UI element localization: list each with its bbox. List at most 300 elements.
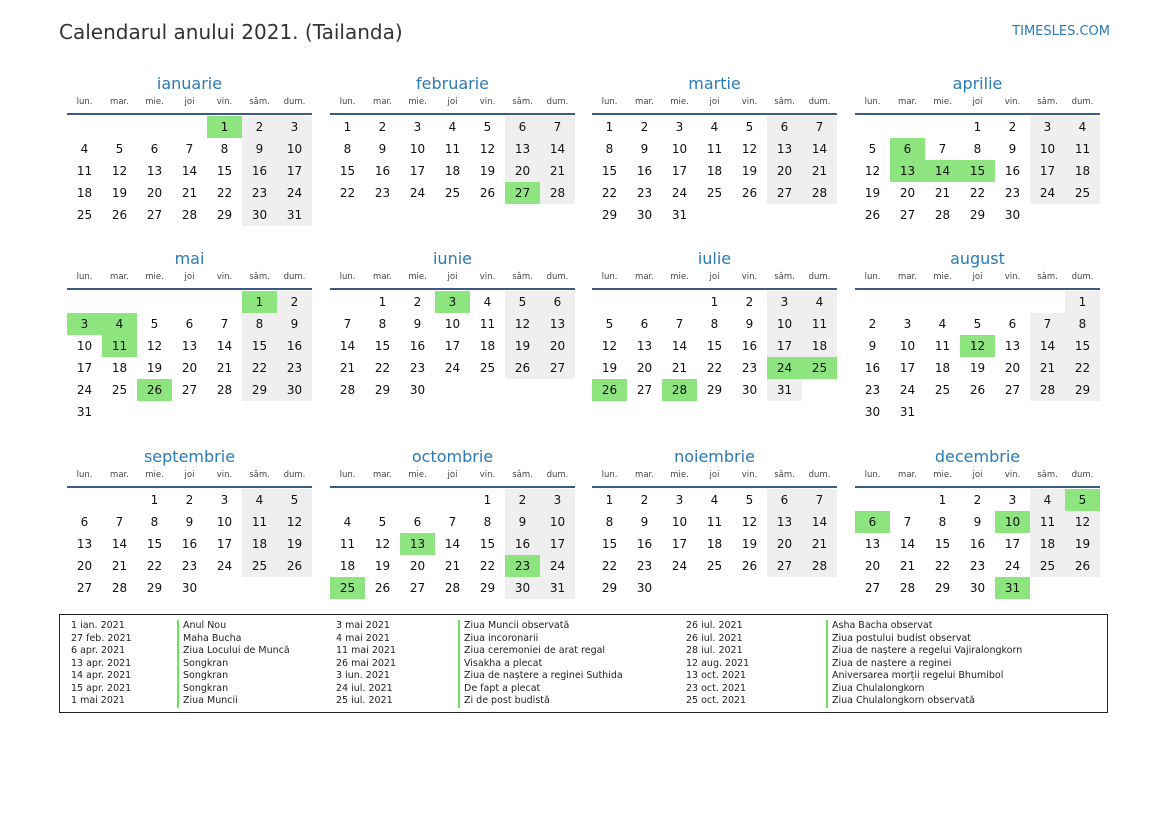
day-cell: 20 bbox=[767, 160, 802, 182]
weekday-label: mar. bbox=[635, 470, 654, 480]
day-cell: 2 bbox=[745, 295, 754, 309]
month-aprilie bbox=[855, 73, 1100, 226]
holiday-date-column bbox=[71, 620, 132, 708]
day-cell: 24 bbox=[671, 559, 688, 573]
month-divider bbox=[67, 113, 312, 115]
weekday-label: dum. bbox=[546, 272, 569, 282]
day-cell: 9 bbox=[242, 138, 277, 160]
weekday-label: vin. bbox=[1004, 97, 1021, 107]
day-cell: 27 bbox=[409, 581, 426, 595]
day-cell: 13 bbox=[76, 537, 93, 551]
day-cell: 20 bbox=[1004, 361, 1021, 375]
week-row bbox=[330, 357, 575, 379]
day-cell: 18 bbox=[242, 533, 277, 555]
day-cell: 1 bbox=[973, 120, 982, 134]
weekday-label: mie. bbox=[670, 97, 689, 107]
day-cell: 19 bbox=[479, 164, 496, 178]
day-cell: 12 bbox=[146, 339, 163, 353]
day-cell: 5 bbox=[745, 120, 754, 134]
week-row bbox=[330, 577, 575, 599]
holiday-day-cell: 28 bbox=[662, 379, 697, 401]
empty-cell bbox=[365, 489, 400, 511]
day-cell: 4 bbox=[802, 291, 837, 313]
day-cell: 16 bbox=[374, 164, 391, 178]
day-cell: 20 bbox=[76, 559, 93, 573]
day-cell: 4 bbox=[1030, 489, 1065, 511]
day-cell: 3 bbox=[540, 489, 575, 511]
day-cell: 13 bbox=[767, 138, 802, 160]
day-cell: 30 bbox=[636, 581, 653, 595]
day-cell: 25 bbox=[706, 559, 723, 573]
week-row bbox=[592, 335, 837, 357]
weekday-label: sâm. bbox=[774, 272, 795, 282]
day-cell: 22 bbox=[216, 186, 233, 200]
month-name: iunie bbox=[432, 249, 472, 268]
day-cell: 1 bbox=[378, 295, 387, 309]
day-cell: 6 bbox=[80, 515, 89, 529]
weekday-label: mar. bbox=[635, 97, 654, 107]
month-divider bbox=[330, 486, 575, 488]
empty-cell bbox=[925, 116, 960, 138]
weekday-label: vin. bbox=[479, 272, 496, 282]
day-cell: 5 bbox=[505, 291, 540, 313]
day-cell: 29 bbox=[601, 208, 618, 222]
day-cell: 14 bbox=[339, 339, 356, 353]
holiday-name: Asha Bacha observat bbox=[826, 620, 1022, 633]
weekday-label: mar. bbox=[110, 97, 129, 107]
weekday-header bbox=[67, 271, 312, 287]
month-name: iulie bbox=[697, 249, 732, 268]
empty-cell bbox=[137, 291, 172, 313]
holiday-day-cell: 4 bbox=[102, 313, 137, 335]
holiday-date: 13 apr. 2021 bbox=[71, 657, 132, 669]
day-cell: 11 bbox=[934, 339, 951, 353]
weekday-label: joi bbox=[447, 97, 458, 107]
day-cell: 22 bbox=[601, 186, 618, 200]
weekday-label: lun. bbox=[864, 97, 881, 107]
day-cell: 13 bbox=[636, 339, 653, 353]
holiday-date: 26 iul. 2021 bbox=[686, 632, 743, 644]
day-cell: 28 bbox=[339, 383, 356, 397]
day-cell: 9 bbox=[640, 515, 649, 529]
day-cell: 5 bbox=[973, 317, 982, 331]
weekday-label: mar. bbox=[373, 97, 392, 107]
day-cell: 10 bbox=[899, 339, 916, 353]
day-cell: 18 bbox=[934, 361, 951, 375]
day-cell: 16 bbox=[242, 160, 277, 182]
day-cell: 20 bbox=[409, 559, 426, 573]
week-row bbox=[330, 160, 575, 182]
day-cell: 16 bbox=[181, 537, 198, 551]
day-cell: 7 bbox=[185, 142, 194, 156]
day-cell: 3 bbox=[767, 291, 802, 313]
weekday-label: mie. bbox=[670, 470, 689, 480]
day-cell: 9 bbox=[1008, 142, 1017, 156]
week-row bbox=[592, 357, 837, 379]
weekday-label: dum. bbox=[283, 97, 306, 107]
day-cell: 7 bbox=[802, 489, 837, 511]
week-row bbox=[592, 577, 837, 599]
weekday-label: sâm. bbox=[249, 470, 270, 480]
empty-cell bbox=[470, 379, 505, 401]
day-cell: 16 bbox=[969, 537, 986, 551]
empty-cell bbox=[802, 577, 837, 599]
holiday-date: 25 iul. 2021 bbox=[336, 695, 393, 706]
empty-cell bbox=[435, 489, 470, 511]
empty-cell bbox=[137, 401, 172, 423]
day-cell: 30 bbox=[864, 405, 881, 419]
month-name: ianuarie bbox=[156, 74, 223, 93]
weekday-header bbox=[855, 96, 1100, 112]
day-cell: 7 bbox=[220, 317, 229, 331]
empty-cell bbox=[960, 401, 995, 423]
weekday-label: joi bbox=[709, 97, 720, 107]
holiday-name: Ziua de naștere a reginei bbox=[826, 658, 1022, 671]
day-cell: 20 bbox=[540, 335, 575, 357]
empty-cell bbox=[662, 577, 697, 599]
weekday-label: mar. bbox=[898, 272, 917, 282]
holiday-day-cell: 31 bbox=[995, 577, 1030, 599]
day-cell: 13 bbox=[146, 164, 163, 178]
day-cell: 19 bbox=[111, 186, 128, 200]
day-cell: 8 bbox=[710, 317, 719, 331]
month-divider bbox=[855, 288, 1100, 290]
holiday-date: 3 iun. 2021 bbox=[336, 670, 390, 681]
week-row bbox=[67, 357, 312, 379]
day-cell: 13 bbox=[181, 339, 198, 353]
day-cell: 5 bbox=[150, 317, 159, 331]
day-cell: 28 bbox=[216, 383, 233, 397]
day-cell: 2 bbox=[277, 291, 312, 313]
day-cell: 23 bbox=[374, 186, 391, 200]
day-cell: 7 bbox=[1030, 313, 1065, 335]
week-row bbox=[330, 379, 575, 401]
day-cell: 11 bbox=[76, 164, 93, 178]
day-cell: 12 bbox=[111, 164, 128, 178]
empty-cell bbox=[242, 401, 277, 423]
empty-cell bbox=[890, 489, 925, 511]
week-row bbox=[330, 313, 575, 335]
weekday-label: sâm. bbox=[1037, 470, 1058, 480]
day-cell: 26 bbox=[1065, 555, 1100, 577]
empty-cell bbox=[1065, 577, 1100, 599]
day-cell: 29 bbox=[934, 581, 951, 595]
empty-cell bbox=[925, 291, 960, 313]
week-row bbox=[855, 379, 1100, 401]
day-cell: 28 bbox=[1030, 379, 1065, 401]
holiday-date: 26 iul. 2021 bbox=[686, 620, 743, 631]
week-row bbox=[592, 116, 837, 138]
weekday-label: mie. bbox=[933, 470, 952, 480]
holiday-name: De fapt a plecat bbox=[458, 683, 623, 696]
weekday-label: mie. bbox=[408, 272, 427, 282]
month-noiembrie bbox=[592, 446, 837, 599]
week-row bbox=[855, 138, 1100, 160]
weekday-label: lun. bbox=[864, 470, 881, 480]
month-mai bbox=[67, 248, 312, 423]
week-row bbox=[855, 555, 1100, 577]
day-cell: 29 bbox=[146, 581, 163, 595]
day-cell: 21 bbox=[899, 559, 916, 573]
weekday-label: mie. bbox=[933, 272, 952, 282]
week-row bbox=[67, 401, 312, 423]
day-cell: 21 bbox=[934, 186, 951, 200]
weekday-header bbox=[855, 271, 1100, 287]
day-cell: 14 bbox=[216, 339, 233, 353]
day-cell: 19 bbox=[741, 537, 758, 551]
day-cell: 16 bbox=[1004, 164, 1021, 178]
day-cell: 20 bbox=[505, 160, 540, 182]
holiday-day-cell: 3 bbox=[435, 291, 470, 313]
day-cell: 11 bbox=[242, 511, 277, 533]
day-cell: 14 bbox=[802, 511, 837, 533]
holiday-name: Songkran bbox=[177, 670, 290, 683]
holiday-name: Visakha a plecat bbox=[458, 658, 623, 671]
holiday-name: Ziua de naștere a regelui Vajiralongkorn bbox=[826, 645, 1022, 658]
weekday-header bbox=[330, 96, 575, 112]
week-row bbox=[67, 533, 312, 555]
day-cell: 12 bbox=[479, 142, 496, 156]
day-cell: 19 bbox=[741, 164, 758, 178]
day-cell: 28 bbox=[444, 581, 461, 595]
day-cell: 23 bbox=[277, 357, 312, 379]
day-cell: 2 bbox=[868, 317, 877, 331]
day-cell: 21 bbox=[1030, 357, 1065, 379]
weekday-label: mie. bbox=[145, 272, 164, 282]
day-cell: 7 bbox=[802, 116, 837, 138]
holiday-day-cell: 3 bbox=[67, 313, 102, 335]
day-cell: 29 bbox=[374, 383, 391, 397]
weekday-label: dum. bbox=[1071, 272, 1094, 282]
weekday-label: vin. bbox=[216, 470, 233, 480]
day-cell: 31 bbox=[671, 208, 688, 222]
holiday-date: 12 aug. 2021 bbox=[686, 657, 750, 669]
weekday-label: dum. bbox=[283, 470, 306, 480]
site-link[interactable]: TIMESLES.COM bbox=[1012, 24, 1110, 39]
day-cell: 11 bbox=[802, 313, 837, 335]
day-cell: 10 bbox=[671, 142, 688, 156]
day-cell: 10 bbox=[1030, 138, 1065, 160]
day-cell: 24 bbox=[540, 555, 575, 577]
day-cell: 11 bbox=[706, 142, 723, 156]
day-cell: 27 bbox=[899, 208, 916, 222]
day-cell: 5 bbox=[483, 120, 492, 134]
day-cell: 18 bbox=[479, 339, 496, 353]
weekday-label: vin. bbox=[741, 97, 758, 107]
holiday-name: Zi de post budistă bbox=[458, 695, 623, 708]
day-cell: 2 bbox=[378, 120, 387, 134]
day-cell: 6 bbox=[505, 116, 540, 138]
weekday-header bbox=[592, 469, 837, 485]
day-cell: 4 bbox=[710, 120, 719, 134]
day-cell: 5 bbox=[605, 317, 614, 331]
weekday-label: mie. bbox=[933, 97, 952, 107]
weekday-label: vin. bbox=[1004, 470, 1021, 480]
empty-cell bbox=[767, 204, 802, 226]
day-cell: 22 bbox=[601, 559, 618, 573]
day-cell: 17 bbox=[767, 335, 802, 357]
week-row bbox=[592, 533, 837, 555]
day-cell: 26 bbox=[277, 555, 312, 577]
weekday-label: lun. bbox=[601, 97, 618, 107]
day-cell: 28 bbox=[802, 555, 837, 577]
empty-cell bbox=[242, 577, 277, 599]
weekday-header bbox=[592, 96, 837, 112]
day-cell: 1 bbox=[605, 493, 614, 507]
week-row bbox=[67, 335, 312, 357]
day-cell: 15 bbox=[601, 164, 618, 178]
week-row bbox=[855, 401, 1100, 423]
day-cell: 2 bbox=[242, 116, 277, 138]
day-cell: 20 bbox=[899, 186, 916, 200]
week-row bbox=[855, 291, 1100, 313]
weekday-header bbox=[330, 469, 575, 485]
day-cell: 11 bbox=[1065, 138, 1100, 160]
holiday-name: Ziua Chulalongkorn bbox=[826, 683, 1022, 696]
empty-cell bbox=[400, 489, 435, 511]
day-cell: 25 bbox=[479, 361, 496, 375]
day-cell: 12 bbox=[601, 339, 618, 353]
holiday-date: 1 ian. 2021 bbox=[71, 620, 125, 631]
weekday-label: joi bbox=[972, 97, 983, 107]
day-cell: 1 bbox=[605, 120, 614, 134]
day-cell: 6 bbox=[150, 142, 159, 156]
holiday-date: 1 mai 2021 bbox=[71, 695, 125, 706]
day-cell: 7 bbox=[115, 515, 124, 529]
day-cell: 12 bbox=[864, 164, 881, 178]
day-cell: 21 bbox=[181, 186, 198, 200]
day-cell: 16 bbox=[864, 361, 881, 375]
weekday-label: sâm. bbox=[512, 272, 533, 282]
empty-cell bbox=[277, 401, 312, 423]
day-cell: 23 bbox=[864, 383, 881, 397]
day-cell: 24 bbox=[409, 186, 426, 200]
holiday-day-cell: 10 bbox=[995, 511, 1030, 533]
day-cell: 30 bbox=[969, 581, 986, 595]
empty-cell bbox=[995, 401, 1030, 423]
day-cell: 15 bbox=[934, 537, 951, 551]
weekday-label: mie. bbox=[670, 272, 689, 282]
weekday-label: sâm. bbox=[1037, 272, 1058, 282]
day-cell: 22 bbox=[242, 357, 277, 379]
day-cell: 26 bbox=[741, 559, 758, 573]
day-cell: 4 bbox=[80, 142, 89, 156]
day-cell: 1 bbox=[938, 493, 947, 507]
week-row bbox=[330, 489, 575, 511]
weekday-label: lun. bbox=[601, 470, 618, 480]
day-cell: 2 bbox=[640, 120, 649, 134]
day-cell: 6 bbox=[767, 489, 802, 511]
holiday-name: Anul Nou bbox=[177, 620, 290, 633]
weekday-label: mar. bbox=[373, 272, 392, 282]
week-row bbox=[592, 555, 837, 577]
day-cell: 15 bbox=[1065, 335, 1100, 357]
week-row bbox=[330, 533, 575, 555]
weekday-label: dum. bbox=[1071, 470, 1094, 480]
holiday-day-cell: 12 bbox=[960, 335, 995, 357]
week-row bbox=[67, 204, 312, 226]
empty-cell bbox=[925, 401, 960, 423]
empty-cell bbox=[697, 204, 732, 226]
weekday-label: vin. bbox=[216, 97, 233, 107]
weekday-label: mar. bbox=[373, 470, 392, 480]
day-cell: 6 bbox=[413, 515, 422, 529]
holiday-day-cell: 6 bbox=[855, 511, 890, 533]
holiday-date: 23 oct. 2021 bbox=[686, 682, 747, 694]
day-cell: 26 bbox=[505, 357, 540, 379]
holiday-name: Ziua Muncii observată bbox=[458, 620, 623, 633]
day-cell: 2 bbox=[505, 489, 540, 511]
weekday-label: joi bbox=[184, 272, 195, 282]
page-title: Calendarul anului 2021. (Tailanda) bbox=[59, 20, 403, 44]
holiday-name-column bbox=[177, 620, 290, 708]
day-cell: 17 bbox=[1004, 537, 1021, 551]
holiday-name: Songkran bbox=[177, 658, 290, 671]
day-cell: 8 bbox=[1065, 313, 1100, 335]
weekday-label: dum. bbox=[808, 97, 831, 107]
day-cell: 28 bbox=[934, 208, 951, 222]
month-divider bbox=[592, 113, 837, 115]
day-cell: 6 bbox=[640, 317, 649, 331]
empty-cell bbox=[330, 291, 365, 313]
day-cell: 17 bbox=[540, 533, 575, 555]
holiday-date: 15 apr. 2021 bbox=[71, 682, 132, 694]
month-name: octombrie bbox=[411, 447, 494, 466]
day-cell: 9 bbox=[640, 142, 649, 156]
holiday-date: 25 oct. 2021 bbox=[686, 695, 747, 706]
holiday-date: 4 mai 2021 bbox=[336, 632, 390, 644]
week-row bbox=[592, 511, 837, 533]
month-name: septembrie bbox=[143, 447, 236, 466]
day-cell: 4 bbox=[1065, 116, 1100, 138]
holiday-day-cell: 24 bbox=[767, 357, 802, 379]
day-cell: 1 bbox=[483, 493, 492, 507]
day-cell: 14 bbox=[899, 537, 916, 551]
day-cell: 6 bbox=[185, 317, 194, 331]
day-cell: 28 bbox=[181, 208, 198, 222]
day-cell: 4 bbox=[448, 120, 457, 134]
empty-cell bbox=[1030, 401, 1065, 423]
day-cell: 19 bbox=[864, 186, 881, 200]
week-row bbox=[855, 511, 1100, 533]
day-cell: 18 bbox=[76, 186, 93, 200]
day-cell: 24 bbox=[1030, 182, 1065, 204]
holiday-day-cell: 1 bbox=[207, 116, 242, 138]
day-cell: 22 bbox=[706, 361, 723, 375]
day-cell: 14 bbox=[181, 164, 198, 178]
day-cell: 15 bbox=[601, 537, 618, 551]
weekday-label: sâm. bbox=[774, 97, 795, 107]
day-cell: 5 bbox=[378, 515, 387, 529]
day-cell: 27 bbox=[636, 383, 653, 397]
day-cell: 23 bbox=[242, 182, 277, 204]
empty-cell bbox=[890, 291, 925, 313]
day-cell: 9 bbox=[277, 313, 312, 335]
day-cell: 17 bbox=[409, 164, 426, 178]
day-cell: 3 bbox=[903, 317, 912, 331]
day-cell: 29 bbox=[479, 581, 496, 595]
day-cell: 14 bbox=[111, 537, 128, 551]
day-cell: 12 bbox=[277, 511, 312, 533]
month-name: august bbox=[950, 249, 1005, 268]
day-cell: 18 bbox=[339, 559, 356, 573]
day-cell: 14 bbox=[671, 339, 688, 353]
day-cell: 3 bbox=[675, 493, 684, 507]
day-cell: 31 bbox=[277, 204, 312, 226]
week-row bbox=[67, 379, 312, 401]
day-cell: 20 bbox=[767, 533, 802, 555]
day-cell: 25 bbox=[1030, 555, 1065, 577]
